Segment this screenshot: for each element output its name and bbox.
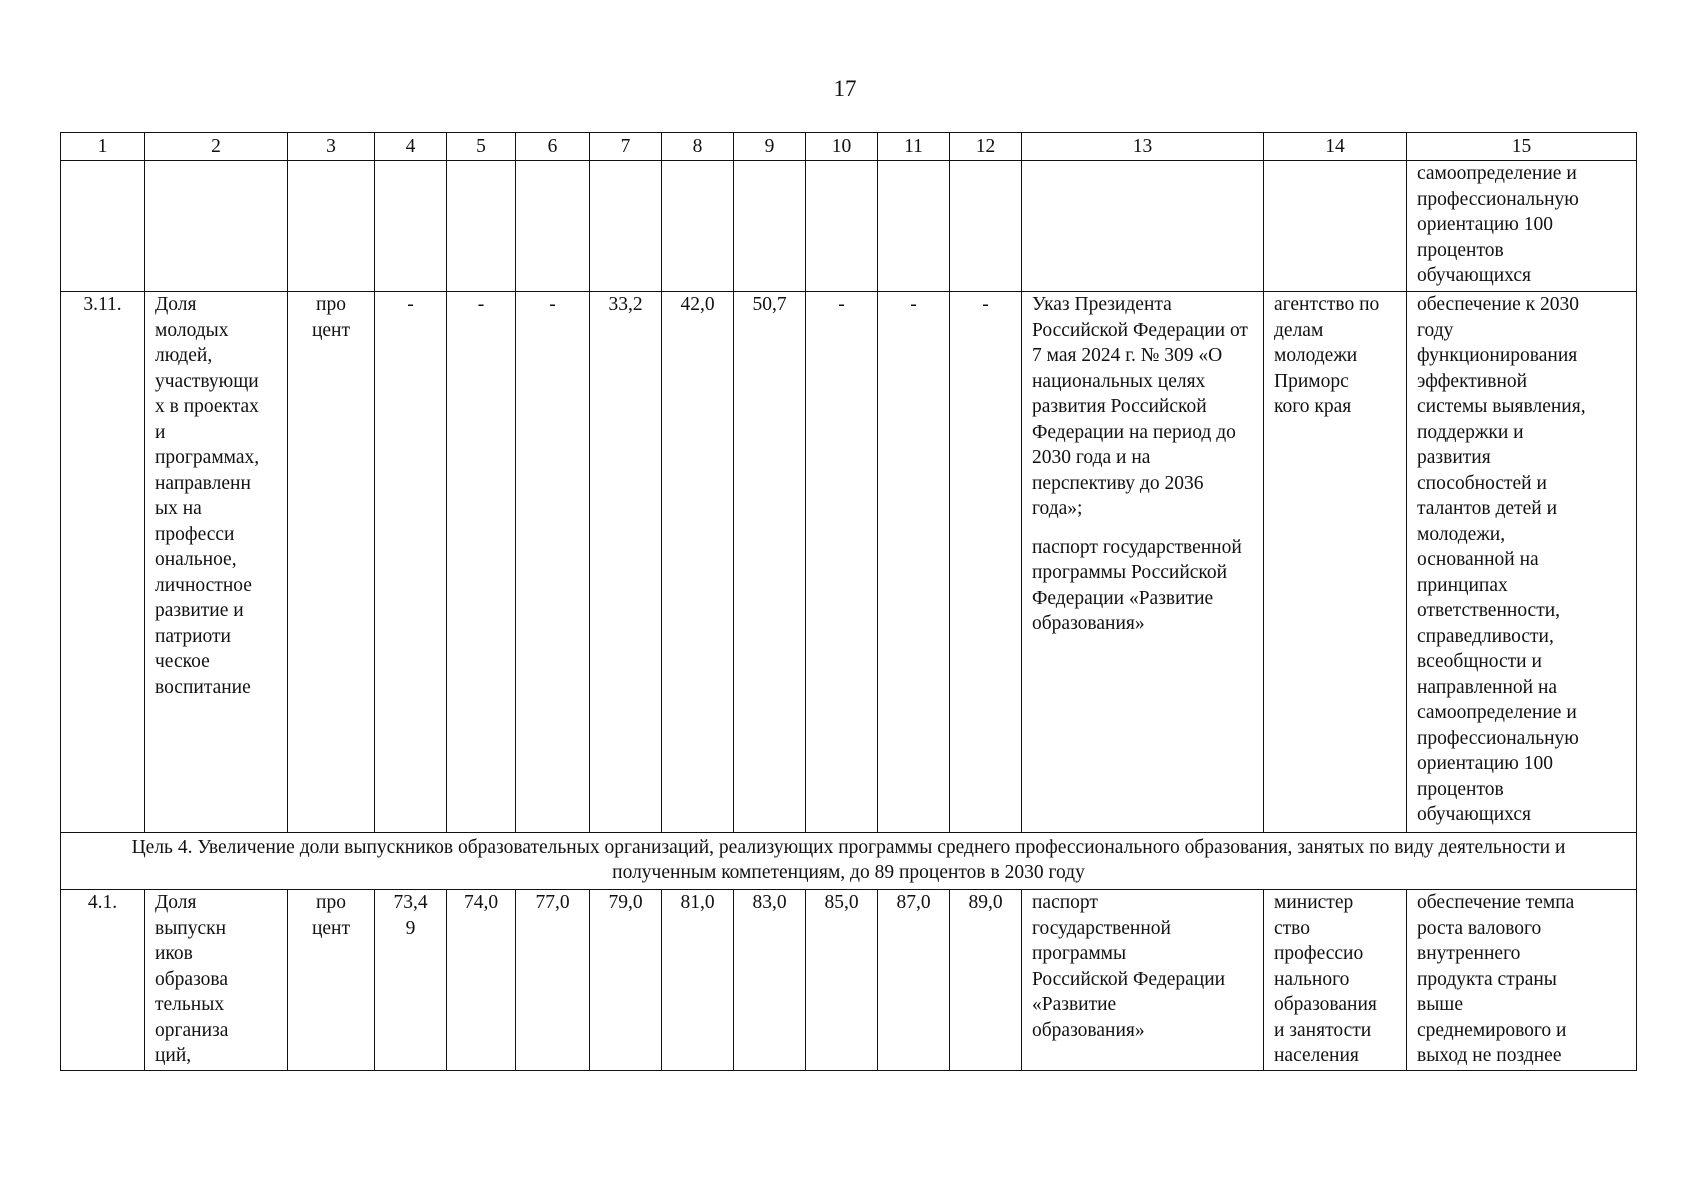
table-row-4-1 bbox=[61, 890, 1637, 1071]
empty-cell bbox=[447, 161, 516, 292]
column-number: 4 bbox=[375, 133, 447, 161]
empty-cell bbox=[662, 161, 734, 292]
value-cell: 33,2 bbox=[590, 292, 662, 833]
indicator-name: Доля молодых людей, участвующи х в проектах и программах, направленн ых на професси ональное, личностное развитие и патриоти ческое воспитание bbox=[145, 292, 288, 833]
column-number: 10 bbox=[806, 133, 878, 161]
column-number: 8 bbox=[662, 133, 734, 161]
empty-cell bbox=[61, 161, 145, 292]
goal-cell: обеспечение к 2030 году функционирования эффективной системы выявления, поддержки и развития способностей и талантов детей и молодежи, основанной на принципах ответственности, справедливости, всеобщности и направленной на самоопределение и профессиональную ориентацию 100 процентов обучающихся bbox=[1407, 292, 1637, 833]
page-number: 17 bbox=[833, 76, 857, 101]
column-number-row bbox=[61, 133, 1637, 161]
indicators-table bbox=[60, 132, 1637, 1071]
goal-4-heading: Цель 4. Увеличение доли выпускников образовательных организаций, реализующих программы среднего профессионального образования, занятых по виду деятельности и полученным компетенциям, до 89 процентов в 2030 году bbox=[61, 833, 1637, 890]
column-number: 9 bbox=[734, 133, 806, 161]
column-number: 11 bbox=[878, 133, 950, 161]
column-number: 1 bbox=[61, 133, 145, 161]
value-cell: - bbox=[806, 292, 878, 833]
value-cell: 81,0 bbox=[662, 890, 734, 1071]
empty-cell bbox=[590, 161, 662, 292]
table-row-continuation bbox=[61, 161, 1637, 292]
empty-cell bbox=[878, 161, 950, 292]
column-number: 5 bbox=[447, 133, 516, 161]
column-number: 7 bbox=[590, 133, 662, 161]
value-cell: - bbox=[447, 292, 516, 833]
value-cell: 85,0 bbox=[806, 890, 878, 1071]
column-number: 6 bbox=[516, 133, 590, 161]
goal-cell: обеспечение темпа роста валового внутреннего продукта страны выше среднемирового и выход не позднее bbox=[1407, 890, 1637, 1071]
empty-cell bbox=[734, 161, 806, 292]
value-cell: - bbox=[516, 292, 590, 833]
column-number: 2 bbox=[145, 133, 288, 161]
value-cell: - bbox=[950, 292, 1022, 833]
document-cell: паспорт государственной программы Российской Федерации «Развитие образования» bbox=[1022, 890, 1264, 1071]
value-cell: 87,0 bbox=[878, 890, 950, 1071]
goal-section-row bbox=[61, 833, 1637, 890]
value-cell: 74,0 bbox=[447, 890, 516, 1071]
unit: про цент bbox=[288, 292, 375, 833]
column-number: 12 bbox=[950, 133, 1022, 161]
column-number: 15 bbox=[1407, 133, 1637, 161]
value-cell: 42,0 bbox=[662, 292, 734, 833]
value-cell: 79,0 bbox=[590, 890, 662, 1071]
row-number: 4.1. bbox=[61, 890, 145, 1071]
empty-cell bbox=[145, 161, 288, 292]
value-cell: 50,7 bbox=[734, 292, 806, 833]
value-cell: 73,4 9 bbox=[375, 890, 447, 1071]
empty-cell bbox=[806, 161, 878, 292]
unit: про цент bbox=[288, 890, 375, 1071]
row-number: 3.11. bbox=[61, 292, 145, 833]
empty-cell bbox=[1022, 161, 1264, 292]
responsible-cell: министер ство профессио нального образования и занятости населения bbox=[1264, 890, 1407, 1071]
column-number: 13 bbox=[1022, 133, 1264, 161]
document-passport: паспорт государственной программы Российской Федерации «Развитие образования» bbox=[1032, 536, 1242, 634]
empty-cell bbox=[288, 161, 375, 292]
value-cell: 89,0 bbox=[950, 890, 1022, 1071]
value-cell: - bbox=[375, 292, 447, 833]
table-row-3-11 bbox=[61, 292, 1637, 833]
column-number: 3 bbox=[288, 133, 375, 161]
document-cell bbox=[1022, 292, 1264, 833]
value-cell: 83,0 bbox=[734, 890, 806, 1071]
responsible-cell: агентство по делам молодежи Приморс кого края bbox=[1264, 292, 1407, 833]
document-decree: Указ Президента Российской Федерации от 7 мая 2024 г. № 309 «О национальных целях развития Российской Федерации на период до 2030 года и на перспективу до 2036 года»; bbox=[1032, 294, 1248, 519]
empty-cell bbox=[1264, 161, 1407, 292]
value-cell: 77,0 bbox=[516, 890, 590, 1071]
goal-cell: самоопределение и профессиональную ориентацию 100 процентов обучающихся bbox=[1407, 161, 1637, 292]
empty-cell bbox=[516, 161, 590, 292]
empty-cell bbox=[375, 161, 447, 292]
empty-cell bbox=[950, 161, 1022, 292]
column-number: 14 bbox=[1264, 133, 1407, 161]
value-cell: - bbox=[878, 292, 950, 833]
indicator-name: Доля выпускн иков образова тельных организа ций, bbox=[145, 890, 288, 1071]
